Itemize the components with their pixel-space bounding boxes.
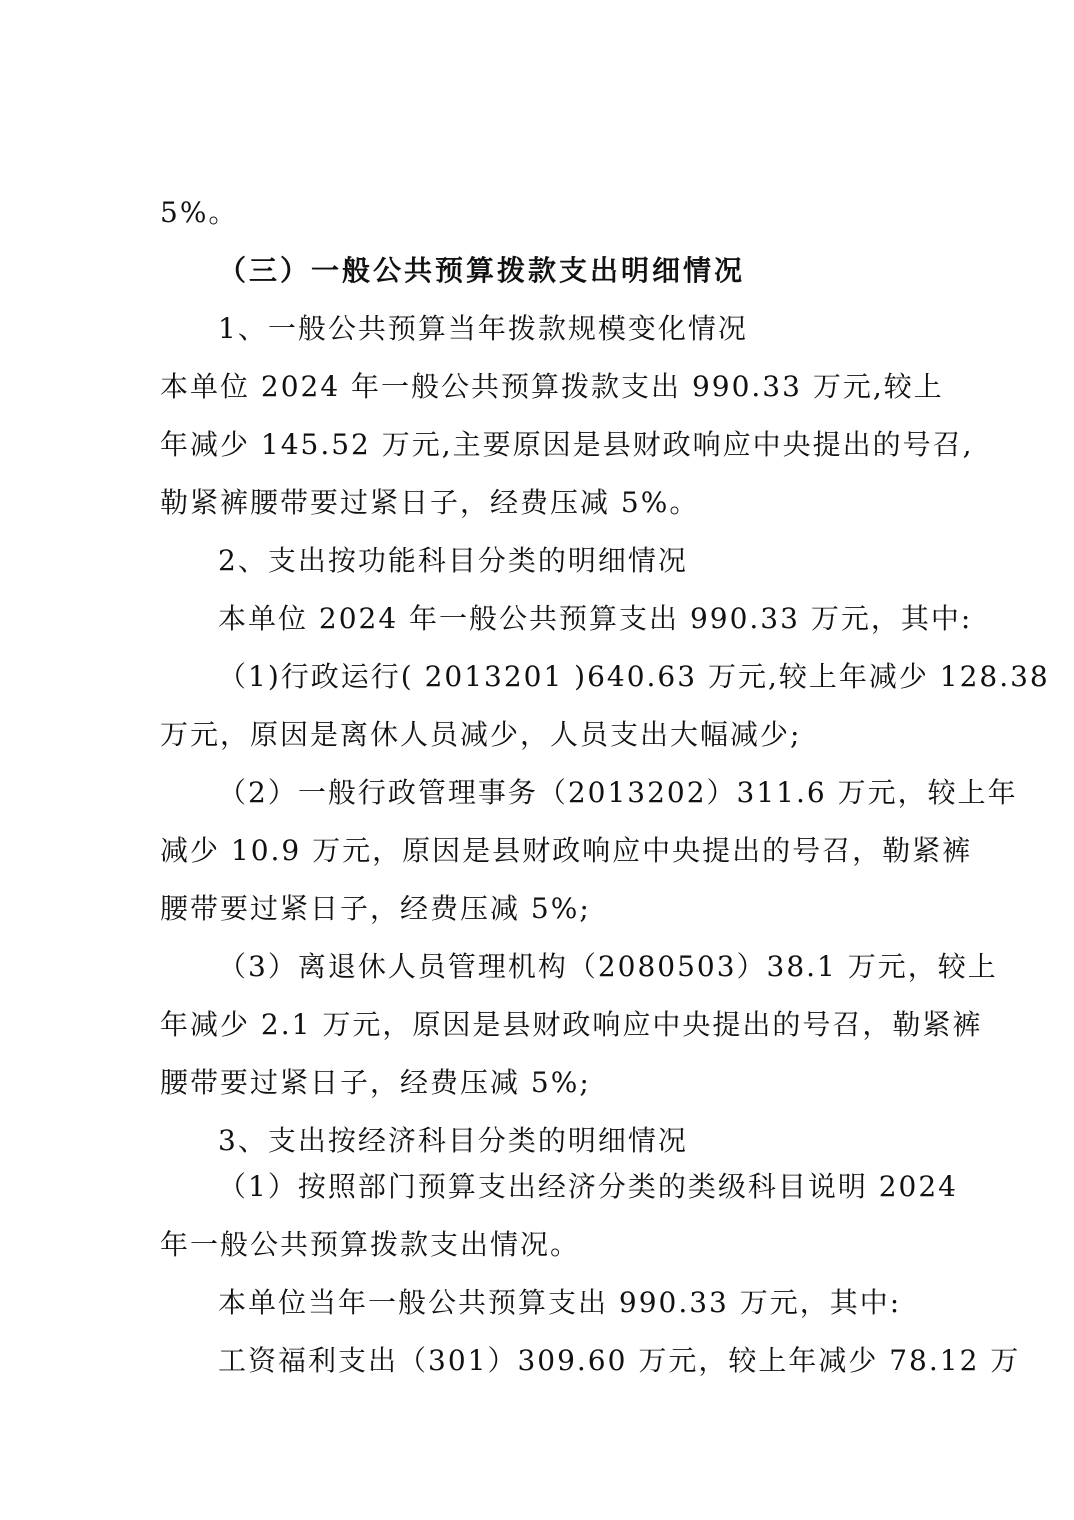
paragraph-line: 本单位 2024 年一般公共预算支出 990.33 万元，其中: bbox=[218, 602, 973, 635]
paragraph-line: 年一般公共预算拨款支出情况。 bbox=[160, 1228, 581, 1261]
subheading-2: 2、支出按功能科目分类的明细情况 bbox=[218, 544, 688, 577]
paragraph-line: 减少 10.9 万元，原因是县财政响应中央提出的号召，勒紧裤 bbox=[160, 834, 973, 867]
paragraph-line: 勒紧裤腰带要过紧日子，经费压减 5%。 bbox=[160, 486, 700, 519]
paragraph-line: （2）一般行政管理事务（2013202）311.6 万元，较上年 bbox=[218, 776, 1018, 809]
section-heading: （三）一般公共预算拨款支出明细情况 bbox=[218, 254, 746, 287]
paragraph-line: （3）离退休人员管理机构（2080503）38.1 万元，较上 bbox=[218, 950, 998, 983]
text-line-continuation: 5%。 bbox=[160, 196, 239, 229]
subheading-3: 3、支出按经济科目分类的明细情况 bbox=[218, 1124, 688, 1157]
paragraph-line: 万元，原因是离休人员减少，人员支出大幅减少; bbox=[160, 718, 802, 751]
subheading-1: 1、一般公共预算当年拨款规模变化情况 bbox=[218, 312, 748, 345]
paragraph-line: 年减少 2.1 万元，原因是县财政响应中央提出的号召，勒紧裤 bbox=[160, 1008, 983, 1041]
paragraph-line: 腰带要过紧日子，经费压减 5%; bbox=[160, 892, 591, 925]
paragraph-line: （1）按照部门预算支出经济分类的类级科目说明 2024 bbox=[218, 1170, 958, 1203]
paragraph-line: 本单位 2024 年一般公共预算拨款支出 990.33 万元,较上 bbox=[160, 370, 944, 403]
paragraph-line: 年减少 145.52 万元,主要原因是县财政响应中央提出的号召, bbox=[160, 428, 974, 461]
paragraph-line: （1)行政运行( 2013201 )640.63 万元,较上年减少 128.38 bbox=[218, 660, 1050, 693]
paragraph-line: 工资福利支出（301）309.60 万元，较上年减少 78.12 万 bbox=[218, 1344, 1021, 1377]
paragraph-line: 腰带要过紧日子，经费压减 5%; bbox=[160, 1066, 591, 1099]
paragraph-line: 本单位当年一般公共预算支出 990.33 万元，其中: bbox=[218, 1286, 902, 1319]
